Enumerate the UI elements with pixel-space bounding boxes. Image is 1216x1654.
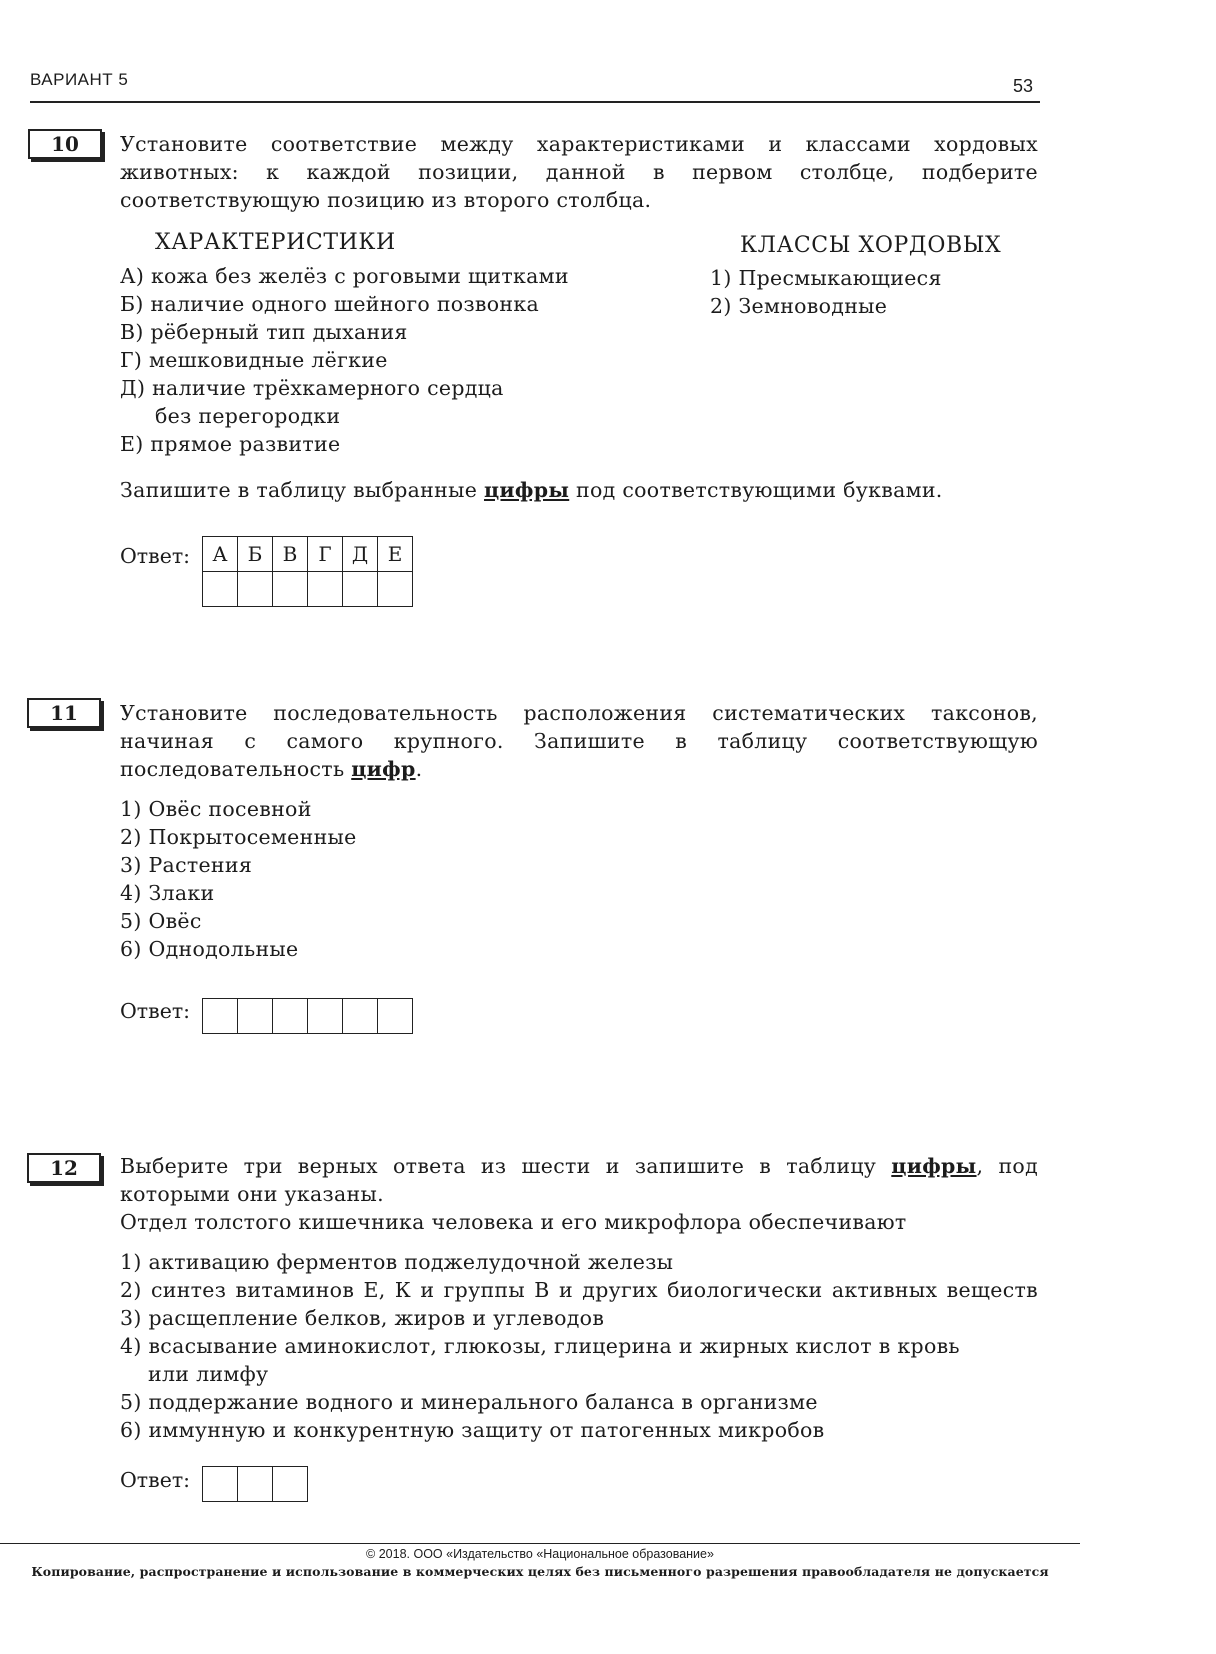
- characteristics-heading: ХАРАКТЕРИСТИКИ: [155, 230, 396, 255]
- instruction-text: под соответствующими буквами.: [569, 478, 943, 502]
- copyright-restriction: Копирование, распространение и использование в коммерческих целях без письменного разрешения правообладателя не допускается: [31, 1564, 1049, 1579]
- question-text: Выберите три верных ответа из шести и запишите в таблицу: [120, 1154, 892, 1178]
- list-item: В) рёберный тип дыхания: [120, 320, 408, 344]
- answer-cell[interactable]: [203, 572, 238, 607]
- answer-label-12: Ответ:: [120, 1468, 191, 1492]
- list-item: 3) Растения: [120, 853, 253, 877]
- answer-cell[interactable]: [308, 999, 343, 1034]
- list-item: Е) прямое развитие: [120, 432, 341, 456]
- list-item: 2) Покрытосеменные: [120, 825, 357, 849]
- answer-cell[interactable]: [238, 999, 273, 1034]
- question-text: , под которыми они указаны.: [120, 1154, 1038, 1206]
- page-number: 53: [1013, 76, 1034, 96]
- instruction-emphasis: цифры: [483, 478, 570, 502]
- list-item: 5) Овёс: [120, 909, 202, 933]
- answer-cell[interactable]: [273, 572, 308, 607]
- class-option: 1) Пресмыкающиеся: [710, 266, 942, 290]
- answer-cell[interactable]: [203, 1467, 238, 1502]
- list-item: 6) Однодольные: [120, 937, 299, 961]
- question-12-prompt: Отдел толстого кишечника человека и его микрофлора обеспечивают: [120, 1210, 907, 1234]
- answer-column-letter: Д: [343, 537, 378, 572]
- list-item: 4) всасывание аминокислот, глюкозы, глицерина и жирных кислот в кровь: [120, 1334, 960, 1358]
- answer-table-11: [202, 998, 413, 1034]
- answer-column-letter: Е: [378, 537, 413, 572]
- answer-cell[interactable]: [273, 1467, 308, 1502]
- answer-cell[interactable]: [308, 572, 343, 607]
- answer-cell[interactable]: [378, 999, 413, 1034]
- question-emphasis: цифры: [891, 1154, 977, 1178]
- list-item-continuation: без перегородки: [155, 404, 341, 428]
- list-item: Б) наличие одного шейного позвонка: [120, 292, 540, 316]
- question-number-10: 10: [28, 129, 102, 159]
- answer-table-12: [202, 1466, 308, 1502]
- variant-label: ВАРИАНТ 5: [30, 70, 129, 89]
- question-emphasis: цифр: [351, 757, 416, 781]
- question-text: .: [415, 757, 423, 781]
- instruction-text: Запишите в таблицу выбранные: [120, 478, 484, 502]
- list-item: 3) расщепление белков, жиров и углеводов: [120, 1306, 605, 1330]
- answer-label-11: Ответ:: [120, 999, 191, 1023]
- answer-label-10: Ответ:: [120, 544, 191, 568]
- list-item: 4) Злаки: [120, 881, 215, 905]
- question-text: Установите последовательность расположения систематических таксонов, начиная с самого крупного. Запишите в таблицу соответствующую последовательность: [120, 701, 1038, 781]
- question-10-text: Установите соответствие между характеристиками и классами хордовых животных: к каждой позиции, данной в первом столбце, подберите соответствующую позицию из второго столбца.: [120, 132, 1038, 212]
- answer-column-letter: Б: [238, 537, 273, 572]
- answer-cell[interactable]: [238, 1467, 273, 1502]
- list-item: Г) мешковидные лёгкие: [120, 348, 388, 372]
- question-number-11: 11: [27, 698, 101, 728]
- answer-column-letter: В: [273, 537, 308, 572]
- list-item: Д) наличие трёхкамерного сердца: [120, 376, 504, 400]
- answer-table-10: [202, 536, 413, 607]
- answer-cell[interactable]: [343, 572, 378, 607]
- answer-cell[interactable]: [273, 999, 308, 1034]
- answer-cell[interactable]: [238, 572, 273, 607]
- answer-column-letter: Г: [308, 537, 343, 572]
- list-item-continuation: или лимфу: [148, 1362, 269, 1386]
- list-item: 1) активацию ферментов поджелудочной железы: [120, 1250, 674, 1274]
- question-12-text: [120, 1152, 1038, 1208]
- list-item: 5) поддержание водного и минерального баланса в организме: [120, 1390, 818, 1414]
- list-item: 2) синтез витаминов Е, К и группы В и других биологически активных веществ: [120, 1278, 1038, 1302]
- answer-column-letter: А: [203, 537, 238, 572]
- header-divider: [30, 101, 1040, 103]
- footer-divider: [0, 1543, 1080, 1544]
- classes-heading: КЛАССЫ ХОРДОВЫХ: [740, 233, 1002, 258]
- answer-cell[interactable]: [343, 999, 378, 1034]
- list-item: 6) иммунную и конкурентную защиту от патогенных микробов: [120, 1418, 825, 1442]
- list-item: А) кожа без желёз с роговыми щитками: [120, 264, 569, 288]
- class-option: 2) Земноводные: [710, 294, 888, 318]
- question-11-text: [120, 699, 1038, 783]
- question-10-instruction: [120, 476, 943, 504]
- answer-cell[interactable]: [203, 999, 238, 1034]
- answer-cell[interactable]: [378, 572, 413, 607]
- list-item: 1) Овёс посевной: [120, 797, 312, 821]
- copyright-notice: © 2018. ООО «Издательство «Национальное образование»: [366, 1547, 714, 1561]
- question-number-12: 12: [27, 1153, 101, 1183]
